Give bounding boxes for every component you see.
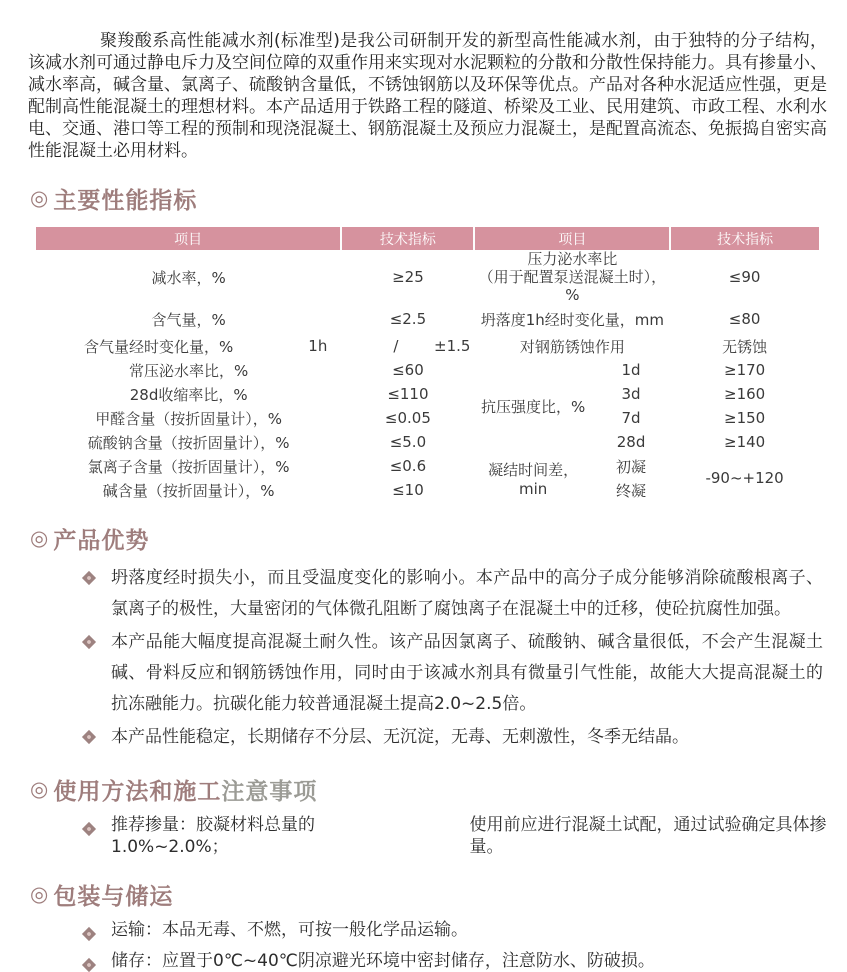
section-heading-advantages	[30, 522, 847, 555]
table-cell-value: ≤110	[387, 385, 429, 403]
diamond-bullet-icon	[82, 571, 96, 585]
section-heading-text: 使用方法和施工	[53, 779, 222, 805]
table-cell-item: 硫酸钠含量（按折固量计），%	[87, 433, 290, 452]
table-cell-sub-label: 1h	[308, 337, 328, 355]
table-cell-item: 碱含量（按折固量计），%	[102, 481, 275, 500]
table-cell-item	[36, 334, 341, 358]
table-cell-age: 1d	[621, 361, 641, 379]
table-cell-value-text: ±1.5	[434, 337, 471, 355]
table-cell-value: ≥160	[724, 385, 766, 403]
diamond-bullet-icon	[82, 927, 96, 941]
section-marker-icon: ◎	[30, 882, 50, 906]
section-heading-usage	[30, 773, 847, 806]
table-cell-item: 对钢筋锈蚀作用	[519, 337, 625, 356]
table-cell-value: ≤5.0	[389, 433, 427, 451]
list-item	[84, 950, 847, 972]
list-item	[84, 722, 847, 753]
table-cell-item-line1: 压力泌水率比	[527, 250, 618, 268]
table-cell-slash: /	[393, 337, 399, 355]
table-cell-value: ≤0.05	[384, 409, 431, 427]
table-header-item-right: 项目	[474, 227, 670, 250]
table-cell-item: 坍落度1h经时变化量，mm	[480, 310, 664, 329]
table-header-spec-right: 技术指标	[670, 227, 819, 250]
table-row	[36, 304, 819, 334]
table-cell-group-label: 抗压强度比，%	[481, 397, 586, 416]
product-spec-page	[0, 30, 847, 971]
diamond-bullet-icon	[82, 730, 96, 744]
table-cell-value: ≤80	[728, 310, 761, 328]
list-item	[84, 919, 847, 941]
table-header-spec-left: 技术指标	[341, 227, 474, 250]
list-item	[84, 563, 847, 625]
usage-trial-text: 使用前应进行混凝土试配，通过试验确定具体掺量。	[469, 815, 827, 857]
table-cell-item: 常压泌水率比，%	[129, 361, 249, 380]
advantages-list	[84, 563, 847, 753]
table-header-row	[36, 227, 819, 250]
list-item-text: 本产品能大幅度提高混凝土耐久性。该产品因氯离子、硫酸钠、碱含量很低，不会产生混凝土碱、骨料反应和钢筋锈蚀作用，同时由于该减水剂具有微量引气性能，故能大大提高混凝土的抗冻融能力。抗碳化能力较普通混凝土提高2.0~2.5倍。	[111, 632, 823, 714]
table-cell-value: ≥170	[724, 361, 766, 379]
list-item-text: 储存：应置于0℃~40℃阴凉避光环境中密封储存，注意防水、防破损。	[111, 951, 655, 971]
intro-paragraph: 聚羧酸系高性能减水剂(标准型)是我公司研制开发的新型高性能减水剂，由于独特的分子结构，该减水剂可通过静电斥力及空间位障的双重作用来实现对水泥颗粒的分散和分散性保持能力。具有掺量小、减水率高，碱含量、氯离子、硫酸钠含量低，不锈蚀钢筋以及环保等优点。产品对各种水泥适应性强，更是配制高性能混凝土的理想材料。本产品适用于铁路工程的隧道、桥梁及工业、民用建筑、市政工程、水利水电、交通、港口等工程的预制和现浇混凝土、钢筋混凝土及预应力混凝土，是配置高流态、免振捣自密实高性能混凝土必用材料。	[28, 31, 827, 161]
list-item	[84, 814, 847, 858]
table-cell-value: ≤2.5	[389, 310, 427, 328]
table-cell-item: 甲醛含量（按折固量计），%	[95, 409, 283, 428]
table-cell-item: 减水率，%	[151, 268, 226, 287]
table-cell-setting-label: 初凝	[616, 457, 647, 476]
table-cell-value: ≤10	[392, 481, 424, 499]
performance-table	[36, 227, 819, 502]
section-heading-text: 产品优势	[53, 528, 150, 554]
table-cell-value: ≤90	[728, 268, 761, 286]
table-row	[36, 382, 819, 406]
usage-dosage-text: 推荐掺量：胶凝材料总量的1.0%~2.0%；	[111, 815, 315, 857]
table-cell-value: ≤0.6	[389, 457, 427, 475]
table-cell-age: 28d	[616, 433, 646, 451]
table-cell-setting-label: 终凝	[616, 481, 647, 500]
list-item-text: 运输：本品无毒、不燃，可按一般化学品运输。	[111, 920, 468, 940]
table-cell-value: -90~+120	[705, 469, 784, 487]
table-cell-item: 氯离子含量（按折固量计），%	[87, 457, 290, 476]
table-cell-age: 7d	[621, 409, 641, 427]
list-item-text: 本产品性能稳定，长期储存不分层、无沉淀，无毒、无刺激性，冬季无结晶。	[111, 727, 689, 747]
table-cell-value: ≥140	[724, 433, 766, 451]
section-marker-icon: ◎	[30, 777, 50, 801]
table-cell-item-label: 含气量经时变化量，%	[84, 337, 234, 356]
list-item-text: 坍落度经时损失小，而且受温度变化的影响小。本产品中的高分子成分能够消除硫酸根离子、氯离子的极性，大量密闭的气体微孔阻断了腐蚀离子在混凝土中的迁移，使砼抗腐性加强。	[111, 568, 823, 619]
table-cell-value: 无锈蚀	[722, 337, 768, 356]
table-cell-value: ≥150	[724, 409, 766, 427]
table-cell-item: 28d收缩率比，%	[129, 385, 248, 404]
diamond-bullet-icon	[82, 958, 96, 972]
table-row	[36, 406, 819, 430]
table-cell-item: 含气量，%	[151, 310, 226, 329]
table-cell-age: 3d	[621, 385, 641, 403]
table-row	[36, 334, 819, 358]
packaging-list	[84, 919, 847, 972]
table-cell-group-label: 凝结时间差，min	[488, 460, 579, 498]
table-row	[36, 454, 819, 478]
diamond-bullet-icon	[82, 635, 96, 649]
table-row	[36, 430, 819, 454]
list-item-text	[111, 814, 847, 858]
section-heading-text-gray: 注意事项	[221, 779, 318, 805]
table-row	[36, 358, 819, 382]
table-cell-item	[474, 250, 670, 304]
table-row	[36, 250, 819, 304]
table-header-item-left: 项目	[36, 227, 341, 250]
table-cell-item-line2: （用于配置泵送混凝土时），%	[478, 268, 667, 304]
table-cell-value: ≥25	[392, 268, 424, 286]
section-heading-text: 包装与储运	[53, 884, 174, 910]
section-heading-packaging	[30, 878, 847, 911]
diamond-bullet-icon	[82, 822, 96, 836]
usage-list	[84, 814, 847, 858]
section-heading-performance	[30, 182, 847, 215]
section-marker-icon: ◎	[30, 186, 50, 210]
table-cell-value	[341, 334, 474, 358]
table-cell-value: ≤60	[392, 361, 424, 379]
list-item	[84, 627, 847, 720]
section-marker-icon: ◎	[30, 526, 50, 550]
section-heading-text: 主要性能指标	[53, 188, 198, 214]
